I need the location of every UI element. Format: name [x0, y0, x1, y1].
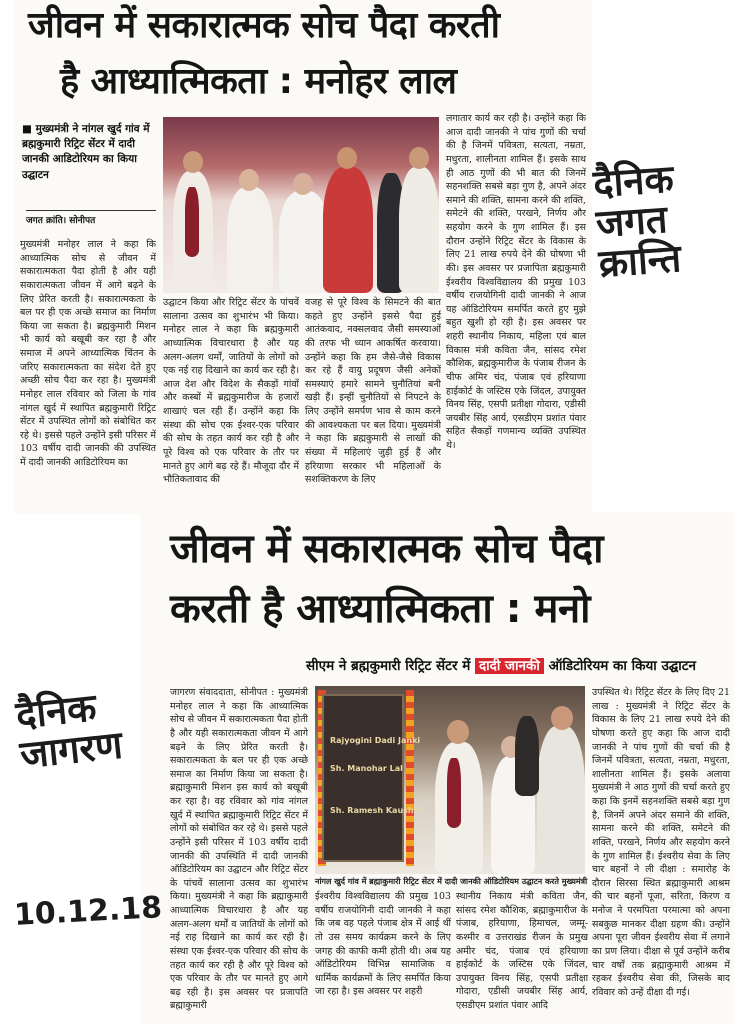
plaque-line-3: Sh. Ramesh Kaushik — [330, 806, 422, 815]
person-figure — [279, 191, 329, 293]
clipping2-strap-highlight: दादी जानकी — [475, 658, 544, 674]
clipping2-headline-line1: जीवन में सकारात्मक सोच पैदा — [170, 526, 603, 572]
clipping2-strap-start: सीएम ने ब्रह्मकुमारी रिट्रिट सेंटर में — [306, 658, 471, 674]
clipping2-strap — [306, 656, 696, 674]
clipping2-headline-line2: करती है आध्यात्मिकता : मनो — [170, 586, 591, 632]
handwritten-source-dainik-jagran: दैनिक जागरण — [13, 685, 125, 777]
person-head — [239, 169, 259, 191]
clipping1-column-4: लगातार कार्य कर रही है। उन्होंने कहा कि आज दादी जानकी ने पांच गुणों की चर्चा की है जिनमें पवित्रता, सत्यता, नम्रता, मधुरता, शालीनता शामिल हैं। इसके साथ ही आठ गुणों की भी बात की जिनमें सहनशक्ति सबसे बड़ा गुण है, अपने अंदर समाने की शक्ति, सामना करने की शक्ति, समेटने की शक्ति, परखने, निर्णय और सहयोग करने के गुण शामिल हैं। इस दौरान उन्होंने रिट्रिट सेंटर के विकास के लिए 21 लाख रुपये देने की घोषणा भी की। इस अवसर पर प्रजापिता ब्रह्मकुमारी ईश्वरीय विश्वविद्यालय की प्रमुख 103 वर्षीय राजयोगिनी दादी जानकी ने आज यह ऑडिटोरियम समर्पित करते हुए मुझे बहुत खुशी हो रही है। इस अवसर पर शहरी स्थानीय निकाय, महिला एवं बाल विकास मंत्री कविता जैन, सांसद रमेश कौशिक, ब्रह्मकुमारीज के पंजाब रीजन के चीफ अमिर चंद, पंजाब एवं हरियाणा हाईकोर्ट के जस्टिस एके जिंदल, उपायुक्त विनय सिंह, एसपी प्रतीक्षा गोदारा, एडीसी जयबीर सिंह आर्य, एसडीएम प्रशांत पंवार सहित सैकड़ों गणमान्य व्यक्ति उपस्थित थे। — [446, 113, 586, 451]
person-head — [551, 706, 573, 730]
clipping1-column-3: वजह से पूरे विश्व के सिमटने की बात कहते हुए उन्होंने इससे पैदा हुई आतंकवाद, नक्सलवाद जैसी समस्याओं की तरफ भी ध्यान आकर्षित करवाया। उन्होंने कहा कि हम जैसे-जैसे विकास कर रहे हैं वायु प्रदूषण जैसी अनेकों समस्याएं हमारे सामने चुनौतियां बनी खड़ी हैं। इन्हीं चुनौतियों से निपटने के लिए उन्होंने समर्पण भाव से काम करने की आवश्यकता पर बल दिया। मुख्यमंत्री ने कहा कि ब्रह्मकुमारी से लाखों की संख्या में महिलाएं जुड़ी हुई हैं और हरियाणा सरकार भी महिलाओं के सशक्तिकरण के लिए — [305, 297, 441, 486]
person-head — [409, 147, 429, 169]
clipping1-photo — [163, 117, 439, 293]
garland-right — [406, 690, 414, 866]
plaque-line-1: Rajyogini Dadi Janki — [330, 736, 421, 745]
person-figure — [323, 167, 373, 293]
clipping2-column-4: उपस्थित थे। रिट्रिट सेंटर के लिए दिए 21 लाख : मुख्यमंत्री ने रिट्रिट सेंटर के विकास के लिए 21 लाख रुपये देने की घोषणा करते हुए कहा कि आज दादी जानकी ने पांच गुणों की चर्चा की है जिनमें पवित्रता, सत्यता, नम्रता, मधुरता, शालीनता शामिल हैं। इसके अलावा मुख्यमंत्री ने आठ गुणों की चर्चा करते हुए कहा कि इनमें सहनशक्ति सबसे बड़ा गुण है, जिनमें अपने अंदर समाने की शक्ति, सामना करने की शक्ति, समेटने की शक्ति, परखने, निर्णय और सहयोग करने के गुण शामिल हैं। ईश्वरीय सेवा के लिए चार बहनों ने ली दीक्षा : समारोह के दौरान सिरसा स्थित ब्रह्माकुमारी आश्रम की चार बहनों पूजा, सरिता, किरण व मनोज ने परमपिता परमात्मा को अपना सबकुछ मानकर दीक्षा ग्रहण की। उन्होंने अपना पूरा जीवन ईश्वरीय सेवा में लगाने का प्रण लिया। दीक्षा से पूर्व उन्होंने करीब चार वर्षों तक ब्रह्माकुमारी आश्रम में रहकर ईश्वरीय सेवा की, जिसके बाद रविवार को उन्हें दीक्षा दी गई। — [592, 687, 730, 998]
clipping1-headline-line2: है आध्यात्मिकता : मनोहर लाल — [60, 61, 457, 102]
plaque-line-2: Sh. Manohar Lal — [330, 764, 403, 773]
clipping1-byline: जगत क्रांति। सोनीपत — [26, 210, 156, 226]
person-figure — [515, 716, 539, 796]
inauguration-plaque — [322, 694, 422, 862]
clipping1-column-1: मुख्यमंत्री मनोहर लाल ने कहा कि आध्यात्मिक सोच से जीवन में सकारात्मकता पैदा होती है और यही सकारात्मकता जीवन में आगे बढ़ने के लिए प्रेरित करती है। सकारात्मकता के बल पर ही एक अच्छे समाज का निर्माण किया जा सकता है। ब्रह्मकुमारी मिशन भी कार्य को बखूबी कर रहा है और समाज में अपने आध्यात्मिक चिंतन के जरिए सकारात्मकता का संदेश देते हुए अच्छी सोच पैदा कर रहा है। मुख्यमंत्री मनोहर लाल रविवार को जिला के गांव नांगल खुर्द में स्थापित ब्रह्मकुमारी रिट्रिट सेंटर में उपस्थित लोगों को संबोधित कर रहे थे। इससे पहले उन्होंने इसी परिसर में 103 वर्षीय दादी जानकी की उपस्थित में दादी जानकी आडिटोरियम का — [20, 239, 156, 468]
handwritten-source-jagat-kranti: दैनिक जगत क्रान्ति — [591, 156, 683, 286]
clipping1-strap: ■ मुख्यमंत्री ने नांगल खुर्द गांव में ब्रह्मकुमारी रिट्रिट सेंटर में दादी जानकी आडिटोरियम का किया उद्घाटन — [22, 123, 150, 181]
clipping2-column-2: ईश्वरीय विश्वविद्यालय की प्रमुख 103 वर्षीय राजयोगिनी दादी जानकी ने कहा कि जब वह पहले पंजाब क्षेत्र में आई थीं तो उस समय कार्यक्रम करने के लिए जगह की काफी कमी होती थी। अब यह ऑडिटोरियम विभिन्न सामाजिक व धार्मिक कार्यक्रमों के लिए समर्पित किया जा रहा है। इस अवसर पर शहरी — [315, 891, 451, 998]
person-head — [183, 151, 203, 173]
handwritten-date: 10.12.18 — [13, 890, 163, 933]
person-figure — [227, 187, 273, 293]
person-figure — [399, 167, 439, 293]
clipping2-column-1: जागरण संवाददाता, सोनीपत : मुख्यमंत्री मनोहर लाल ने कहा कि आध्यात्मिक सोच से जीवन में सकारात्मकता पैदा होती है और यही सकारात्मकता जीवन में आगे बढ़ने के लिए प्रेरित करती है। सकारात्मकता के बल पर ही एक अच्छे समाज का निर्माण किया जा सकता है। ब्रह्माकुमारी मिशन इस कार्य को बखूबी कर रहा है। वह रविवार को गांव नांगल खुर्द में स्थापित ब्रह्माकुमारी रिट्रिट सेंटर में लोगों को संबोधित कर रहे थे। इससे पहले उन्होंने इसी परिसर में 103 वर्षीय दादी जानकी की उपस्थिति में दादी जानकी ऑडिटोरियम का उद्घाटन और रिट्रिट सेंटर के पांचवें सालाना उत्सव का शुभारंभ किया। मुख्यमंत्री ने कहा कि ब्रह्माकुमारी आध्यात्मिक विचारधारा है और यह अलग-अलग धर्मों व जातियों के लोगों को नई राह दिखाने का कार्य कर रही है। संस्था एक ईश्वर-एक परिवार की सोच के तहत कार्य कर रही है और पूरे विश्व को एक परिवार के तौर पर मानते हुए आगे बढ़ रही है। इस अवसर पर प्रजापति ब्रह्माकुमारी — [170, 687, 308, 1012]
person-head — [337, 147, 357, 169]
clipping1-column-2: उद्घाटन किया और रिट्रिट सेंटर के पांचवें सालाना उत्सव का शुभारंभ भी किया। मनोहर लाल ने कहा कि ब्रह्मकुमारी आध्यात्मिक विचारधारा है और यह अलग-अलग धर्मों, जातियों के लोगों को एक नई राह दिखाने का कार्य कर रही है। आज देश और विदेश के सैकड़ों गांवों और कस्बों में ब्रह्मकुमारीज के हजारों शाखाएं चल रही हैं। उन्होंने कहा कि संस्था की सोच एक ईश्वर-एक परिवार की सोच के तहत कार्य कर रही है और पूरे विश्व को एक परिवार के तौर पर मानते हुए आगे बढ़ रहे हैं। मौजूदा दौर में भौतिकतावाद की — [163, 297, 299, 486]
person-figure — [537, 726, 585, 874]
clipping2-column-3: स्थानीय निकाय मंत्री कविता जैन, सांसद रमेश कौशिक, ब्रह्माकुमारीज के पंजाब, हरियाणा, हिमाचल, जम्मू-कश्मीर व उत्तराखंड रीजन के प्रमुख अमीर चंद, पंजाब एवं हरियाणा हाईकोर्ट के जस्टिस एके जिंदल, उपायुक्त विनय सिंह, एसपी प्रतीक्षा गोदारा, एडीसी जयबीर सिंह आर्य, एसडीएम प्रशांत पंवार आदि — [456, 891, 588, 1011]
person-scarf — [447, 758, 461, 828]
person-head — [447, 720, 469, 744]
person-scarf — [185, 187, 199, 257]
clipping2-strap-end: ऑडिटोरियम का किया उद्घाटन — [548, 658, 697, 674]
person-head — [293, 173, 313, 195]
clipping1-headline-line1: जीवन में सकारात्मक सोच पैदा करती — [28, 5, 500, 46]
clipping2-photo-caption: नांगल खुर्द गांव में ब्रह्माकुमारी रिट्रिट सेंटर में दादी जानकी ऑडिटोरियम उद्घाटन करते मुख्यमंत्री — [315, 877, 588, 886]
